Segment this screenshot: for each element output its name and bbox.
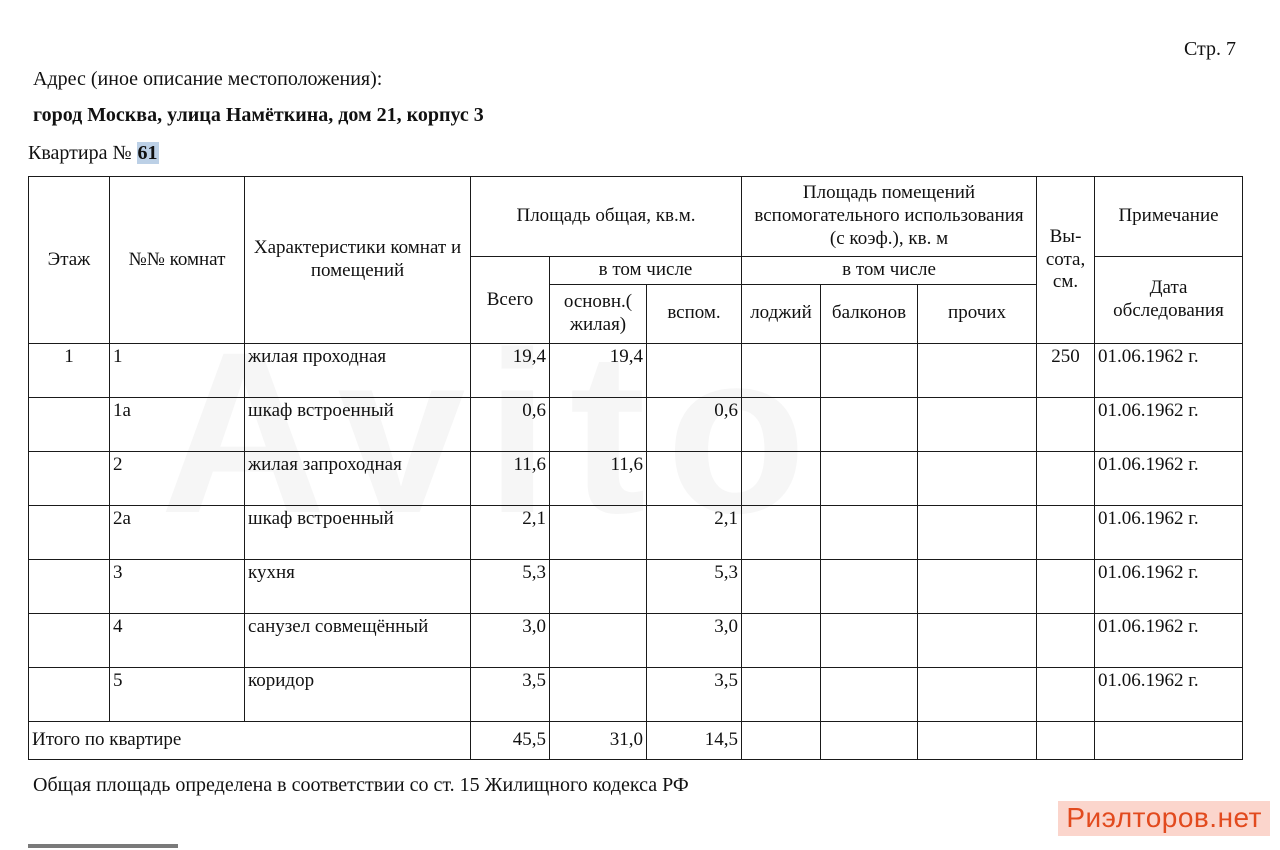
- cell-date: 01.06.1962 г.: [1095, 613, 1243, 667]
- cell-floor: [29, 667, 110, 721]
- cell-loggias: [742, 451, 821, 505]
- cell-description: жилая запроходная: [245, 451, 471, 505]
- header-survey-date: Дата обследования: [1095, 257, 1243, 344]
- total-balconies: [821, 721, 918, 759]
- cell-loggias: [742, 343, 821, 397]
- cell-main: [550, 613, 647, 667]
- cell-height: [1037, 505, 1095, 559]
- table-body: [29, 343, 1243, 759]
- cell-floor: [29, 397, 110, 451]
- cell-description: коридор: [245, 667, 471, 721]
- cell-total: 19,4: [471, 343, 550, 397]
- cell-description: санузел совмещённый: [245, 613, 471, 667]
- cell-description: шкаф встроенный: [245, 505, 471, 559]
- total-main: 31,0: [550, 721, 647, 759]
- cell-main: [550, 559, 647, 613]
- cell-room: 2а: [110, 505, 245, 559]
- cell-main: 11,6: [550, 451, 647, 505]
- header-height: Вы- сота, см.: [1037, 177, 1095, 344]
- cell-balconies: [821, 559, 918, 613]
- header-all: Всего: [471, 257, 550, 344]
- cell-balconies: [821, 343, 918, 397]
- header-main: основн.( жилая): [550, 284, 647, 343]
- header-aux: вспом.: [647, 284, 742, 343]
- cell-height: 250: [1037, 343, 1095, 397]
- cell-main: [550, 397, 647, 451]
- cell-date: 01.06.1962 г.: [1095, 667, 1243, 721]
- cell-other: [918, 613, 1037, 667]
- cell-aux: 5,3: [647, 559, 742, 613]
- total-loggias: [742, 721, 821, 759]
- cell-height: [1037, 559, 1095, 613]
- cell-room: 2: [110, 451, 245, 505]
- cell-height: [1037, 451, 1095, 505]
- cell-total: 2,1: [471, 505, 550, 559]
- cell-other: [918, 343, 1037, 397]
- cell-date: 01.06.1962 г.: [1095, 397, 1243, 451]
- footnote: Общая площадь определена в соответствии со ст. 15 Жилищного кодекса РФ: [33, 774, 689, 796]
- cell-aux: 0,6: [647, 397, 742, 451]
- cell-balconies: [821, 451, 918, 505]
- header-aux-area: Площадь помещений вспомогательного использования (с коэф.), кв. м: [742, 177, 1037, 257]
- cell-balconies: [821, 613, 918, 667]
- cell-floor: [29, 613, 110, 667]
- cell-description: шкаф встроенный: [245, 397, 471, 451]
- page-number: Стр. 7: [1183, 38, 1236, 60]
- table-row: [29, 667, 1243, 721]
- cell-room: 1а: [110, 397, 245, 451]
- cell-total: 11,6: [471, 451, 550, 505]
- header-balconies: балконов: [821, 284, 918, 343]
- cell-aux: [647, 451, 742, 505]
- cell-description: жилая проходная: [245, 343, 471, 397]
- cell-loggias: [742, 505, 821, 559]
- cell-aux: [647, 343, 742, 397]
- total-date: [1095, 721, 1243, 759]
- explication-table: [28, 176, 1243, 760]
- cell-height: [1037, 397, 1095, 451]
- total-height: [1037, 721, 1095, 759]
- cell-total: 5,3: [471, 559, 550, 613]
- cell-loggias: [742, 667, 821, 721]
- table-row: [29, 397, 1243, 451]
- header-characteristics: Характеристики комнат и помещений: [245, 177, 471, 344]
- cell-balconies: [821, 505, 918, 559]
- header-including-2: в том числе: [742, 257, 1037, 285]
- total-label: Итого по квартире: [29, 721, 471, 759]
- header-other: прочих: [918, 284, 1037, 343]
- cell-loggias: [742, 613, 821, 667]
- cell-date: 01.06.1962 г.: [1095, 451, 1243, 505]
- table-row: [29, 559, 1243, 613]
- cell-aux: 2,1: [647, 505, 742, 559]
- cell-total: 0,6: [471, 397, 550, 451]
- cell-floor: [29, 505, 110, 559]
- total-all: 45,5: [471, 721, 550, 759]
- cell-other: [918, 397, 1037, 451]
- header-note: Примечание: [1095, 177, 1243, 257]
- table-row: [29, 451, 1243, 505]
- address-value: город Москва, улица Намёткина, дом 21, корпус 3: [33, 104, 484, 126]
- total-other: [918, 721, 1037, 759]
- cell-date: 01.06.1962 г.: [1095, 559, 1243, 613]
- table-row: [29, 613, 1243, 667]
- cell-floor: [29, 559, 110, 613]
- cell-description: кухня: [245, 559, 471, 613]
- cell-total: 3,5: [471, 667, 550, 721]
- header-including-1: в том числе: [550, 257, 742, 285]
- cell-total: 3,0: [471, 613, 550, 667]
- cell-date: 01.06.1962 г.: [1095, 343, 1243, 397]
- header-floor: Этаж: [29, 177, 110, 344]
- cell-room: 1: [110, 343, 245, 397]
- total-row: [29, 721, 1243, 759]
- cell-main: [550, 505, 647, 559]
- cell-balconies: [821, 397, 918, 451]
- cell-balconies: [821, 667, 918, 721]
- address-label: Адрес (иное описание местоположения):: [33, 68, 383, 90]
- apartment-label: Квартира №: [28, 142, 132, 164]
- cutoff-text-fragment: [28, 838, 228, 850]
- cell-main: [550, 667, 647, 721]
- cell-other: [918, 559, 1037, 613]
- total-aux: 14,5: [647, 721, 742, 759]
- cell-other: [918, 451, 1037, 505]
- apartment-line: [28, 142, 159, 165]
- header-rooms: №№ комнат: [110, 177, 245, 344]
- cell-other: [918, 667, 1037, 721]
- table-row: [29, 343, 1243, 397]
- cell-loggias: [742, 397, 821, 451]
- cell-room: 5: [110, 667, 245, 721]
- cell-aux: 3,5: [647, 667, 742, 721]
- cell-main: 19,4: [550, 343, 647, 397]
- cell-floor: [29, 451, 110, 505]
- cell-aux: 3,0: [647, 613, 742, 667]
- header-loggias: лоджий: [742, 284, 821, 343]
- cell-other: [918, 505, 1037, 559]
- cell-floor: 1: [29, 343, 110, 397]
- apartment-number: 61: [137, 142, 158, 164]
- realtors-badge: Риэлторов.нет: [1058, 801, 1270, 836]
- cell-height: [1037, 667, 1095, 721]
- cell-loggias: [742, 559, 821, 613]
- table-row: [29, 505, 1243, 559]
- cell-height: [1037, 613, 1095, 667]
- cell-date: 01.06.1962 г.: [1095, 505, 1243, 559]
- header-total-area: Площадь общая, кв.м.: [471, 177, 742, 257]
- cell-room: 4: [110, 613, 245, 667]
- cell-room: 3: [110, 559, 245, 613]
